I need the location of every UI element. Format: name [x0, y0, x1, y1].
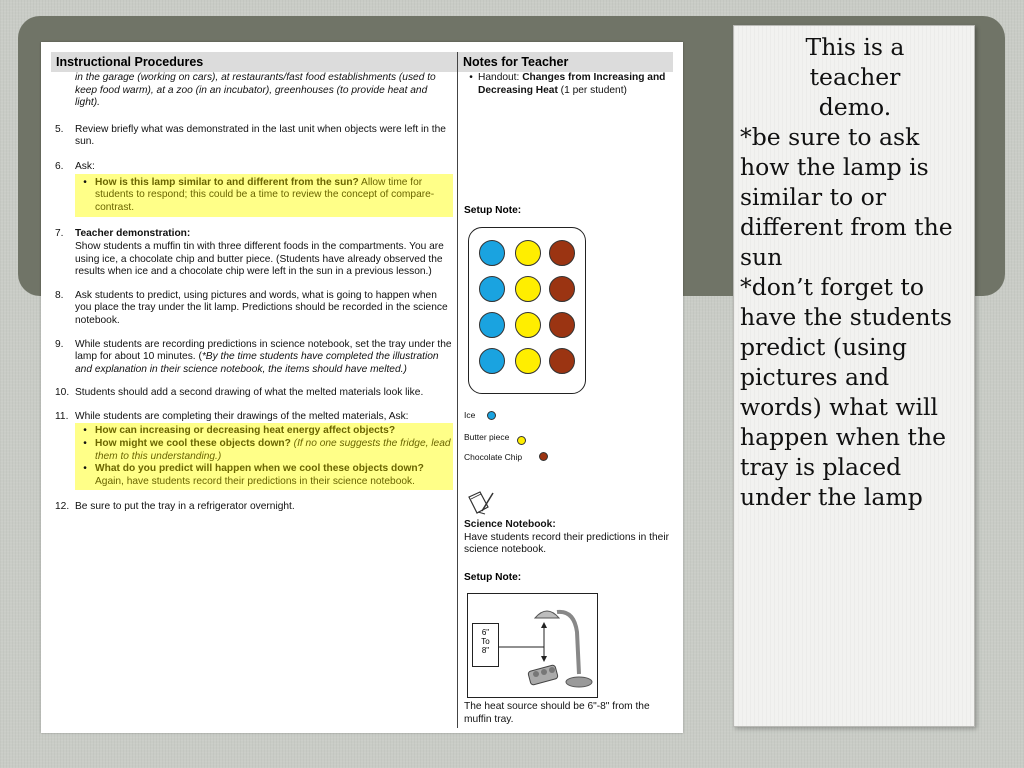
step-text: Be sure to put the tray in a refrigerator overnight.: [75, 501, 295, 513]
step-text: Ask students to predict, using pictures and words, what is going to happen when you place the tray under the lit lamp. Predictions should be recorded in the science notebook.: [75, 289, 448, 326]
notes-line-1: This is a teacher demo.: [805, 33, 905, 121]
lamp-setup-diagram: [467, 593, 598, 698]
step-number: 11.: [55, 410, 69, 422]
notebook-title: Science Notebook:: [464, 519, 556, 530]
notebook-pencil-icon: [466, 489, 496, 517]
measurement-box: [472, 623, 499, 667]
step-italic-text: *By the time students have completed the illustration and explanation in their science notebook, the items should have melted.): [75, 351, 439, 375]
step-number: 7.: [55, 228, 64, 240]
instructional-procedures-header: Instructional Procedures: [51, 52, 457, 72]
butter-circle: [515, 240, 541, 266]
lamp-illustration: [499, 602, 594, 694]
chocolate-circle: [549, 348, 575, 374]
chocolate-circle: [549, 240, 575, 266]
step-11: [55, 411, 453, 491]
question-3: What do you predict will happen when we cool these objects down?: [95, 463, 424, 475]
notebook-text: Have students record their predictions in their science notebook.: [464, 531, 669, 556]
question-2: How might we cool these objects down?: [95, 438, 291, 450]
measure-label-3: 8": [481, 646, 490, 655]
legend-butter: [464, 432, 509, 442]
question-1: How can increasing or decreasing heat energy affect objects?: [95, 425, 396, 437]
bullet-icon: •: [469, 72, 473, 83]
bullet-icon: •: [83, 438, 87, 450]
step-7: [55, 228, 453, 278]
column-divider: [457, 52, 458, 728]
legend-chocolate: [464, 452, 522, 462]
setup-note-label-2: Setup Note:: [464, 572, 522, 583]
bullet-icon: •: [83, 176, 87, 188]
step-text: Show students a muffin tin with three different foods in the compartments. You are using ice, a chocolate chip and butter piece. (Students have already observed the results when ice and a chocolate chip were left in the sun in a previous lesson.): [75, 240, 444, 278]
notes-line-2: *be sure to ask how the lamp is similar to or different from the sun: [740, 123, 953, 271]
legend-ice: [464, 410, 475, 420]
bullet-icon: •: [83, 425, 87, 437]
measure-label-2: To: [481, 637, 490, 646]
step-text: While students are recording predictions in science notebook, set the tray under the lamp for about 10 minutes. (: [75, 338, 452, 363]
butter-circle: [515, 348, 541, 374]
step-number: 8.: [55, 289, 64, 301]
legend-ice-dot: [487, 411, 496, 420]
step-6: [55, 161, 453, 217]
butter-circle: [515, 276, 541, 302]
legend-butter-dot: [517, 436, 526, 445]
notes-line-3: *don’t forget to have the students predict (using pictures and words) what will happen when the tray is placed under the lamp: [740, 273, 952, 511]
question-bold: How is this lamp similar to and different from the sun?: [95, 176, 359, 188]
highlighted-questions: [75, 423, 453, 490]
step-5: [55, 124, 453, 149]
document-page: [41, 42, 683, 733]
step-number: 9.: [55, 338, 64, 350]
step-text: Students should add a second drawing of what the melted materials look like.: [75, 387, 424, 399]
chocolate-circle: [549, 312, 575, 338]
step-number: 5.: [55, 123, 64, 135]
ice-circle: [479, 276, 505, 302]
setup-note-label: Setup Note:: [464, 205, 522, 216]
handout-suffix: (1 per student): [557, 84, 627, 96]
legend-chocolate-label: Chocolate Chip: [464, 452, 523, 462]
science-notebook-note: [464, 519, 674, 557]
step-number: 10.: [55, 387, 70, 399]
legend-ice-label: Ice: [464, 410, 476, 420]
step-12: [55, 501, 453, 514]
ice-circle: [479, 240, 505, 266]
speaker-notes-text: [740, 32, 970, 512]
step-text: Review briefly what was demonstrated in the last unit when objects were left in the sun.: [75, 123, 446, 148]
measure-label-1: 6": [481, 628, 490, 637]
question-3-note: Again, have students record their predictions in their science notebook.: [95, 475, 415, 487]
muffin-tray-diagram: [468, 227, 586, 394]
step-9: [55, 339, 453, 377]
butter-circle: [515, 312, 541, 338]
bullet-icon: •: [83, 463, 87, 475]
step-title: Teacher demonstration:: [75, 228, 191, 240]
notes-for-teacher-header: Notes for Teacher: [458, 52, 673, 72]
speaker-notes-panel: [733, 25, 975, 727]
step-text: While students are completing their drawings of the melted materials, Ask:: [75, 410, 409, 422]
continuation-text: in the garage (working on cars), at restaurants/fast food establishments (used to keep food warm), at a zoo (in an incubator), greenhouses (to provide heat and light).: [75, 72, 436, 109]
handout-prefix: Handout:: [478, 72, 523, 83]
notes-column: [464, 72, 676, 97]
heat-source-note: The heat source should be 6"-8" from the muffin tray.: [464, 701, 650, 725]
ice-circle: [479, 348, 505, 374]
ice-circle: [479, 312, 505, 338]
legend-chocolate-dot: [539, 452, 548, 461]
step-number: 6.: [55, 160, 64, 172]
question-2-note: (If no one suggests the fridge, lead them to this understanding.): [95, 438, 451, 462]
step-8: [55, 290, 453, 328]
legend-butter-label: Butter piece: [464, 432, 510, 442]
procedures-column: [55, 72, 453, 514]
step-10: [55, 387, 453, 400]
handout-title: Changes from Increasing and Decreasing Heat: [478, 72, 666, 96]
handout-note: [464, 72, 676, 97]
chocolate-circle: [549, 276, 575, 302]
question-rest: Allow time for students to respond; this could be a time to review the concept of compare- contrast.: [95, 176, 435, 213]
highlighted-question: [75, 174, 453, 218]
step-text: Ask:: [75, 160, 95, 172]
step-number: 12.: [55, 501, 70, 513]
